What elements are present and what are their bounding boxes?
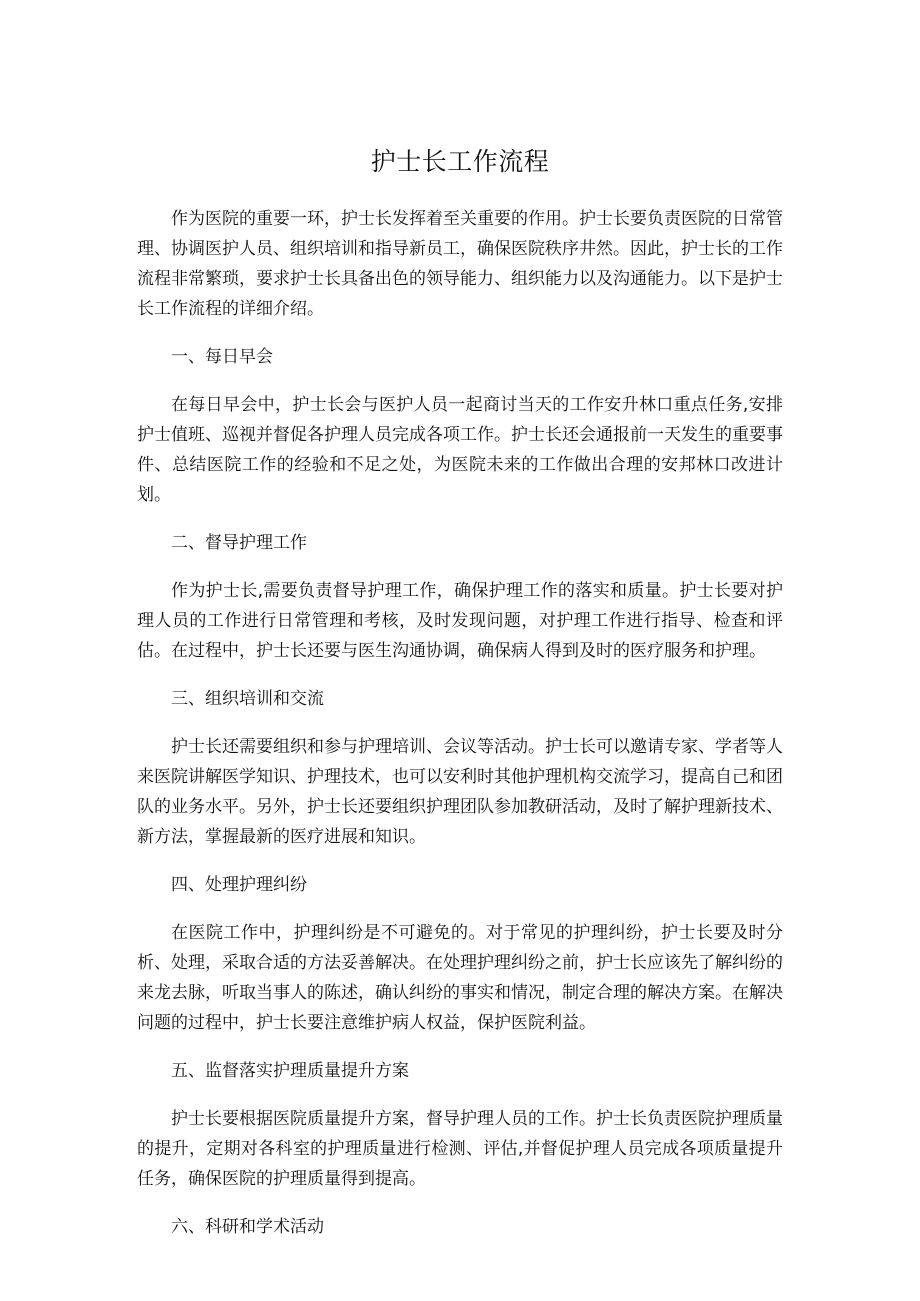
section-heading-3: 三、组织培训和交流 <box>171 689 324 709</box>
section-body-1: 在每日早会中，护士长会与医护人员一起商讨当天的工作安升林口重点任务,安排护士值班、巡视并督促各护理人员完成各项工作。护士长还会通报前一天发生的重要事件、总结医院工作的经验和不足之处，为医院未来的工作做出合理的安邦林口改进计划。 <box>137 395 783 505</box>
document-body <box>137 204 783 1242</box>
section-heading-4: 四、处理护理纠纷 <box>171 875 307 895</box>
section-body-4: 在医院工作中，护理纠纷是不可避免的。对于常见的护理纠纷，护士长要及时分析、处理，采取合适的方法妥善解决。在处理护理纠纷之前，护士长应该先了解纠纷的来龙去脉，听取当事人的陈述，确认纠纷的事实和情况，制定合理的解决方案。在解决问题的过程中，护士长要注意维护病人权益，保护医院利益。 <box>137 923 783 1033</box>
intro-paragraph: 作为医院的重要一环，护士长发挥着至关重要的作用。护士长要负责医院的日常管理、协调医护人员、组织培训和指导新员工，确保医院秩序井然。因此，护士长的工作流程非常繁琐，要求护士长具备出色的领导能力、组织能力以及沟通能力。以下是护士长工作流程的详细介绍。 <box>137 209 783 319</box>
section-body-3: 护士长还需要组织和参与护理培训、会议等活动。护士长可以邀请专家、学者等人来医院讲解医学知识、护理技术，也可以安利时其他护理机构交流学习，提高自己和团队的业务水平。另外，护士长还要组织护理团队参加教研活动，及时了解护理新技术、新方法，掌握最新的医疗进展和知识。 <box>137 737 783 847</box>
section-heading-1: 一、每日早会 <box>171 347 273 367</box>
document-title: 护士长工作流程 <box>370 146 550 176</box>
section-heading-2: 二、督导护理工作 <box>171 533 307 553</box>
section-body-2: 作为护士长,需要负责督导护理工作，确保护理工作的落实和质量。护士长要对护理人员的工作进行日常管理和考核，及时发现问题，对护理工作进行指导、检查和评估。在过程中，护士长还要与医生沟通协调，确保病人得到及时的医疗服务和护理。 <box>137 581 783 661</box>
section-body-5: 护士长要根据医院质量提升方案，督导护理人员的工作。护士长负责医院护理质量的提升，定期对各科室的护理质量进行检测、评估,并督促护理人员完成各项质量提升任务，确保医院的护理质量得到提高。 <box>137 1109 783 1189</box>
section-heading-6: 六、科研和学术活动 <box>171 1217 324 1237</box>
section-heading-5: 五、监督落实护理质量提升方案 <box>171 1061 409 1081</box>
